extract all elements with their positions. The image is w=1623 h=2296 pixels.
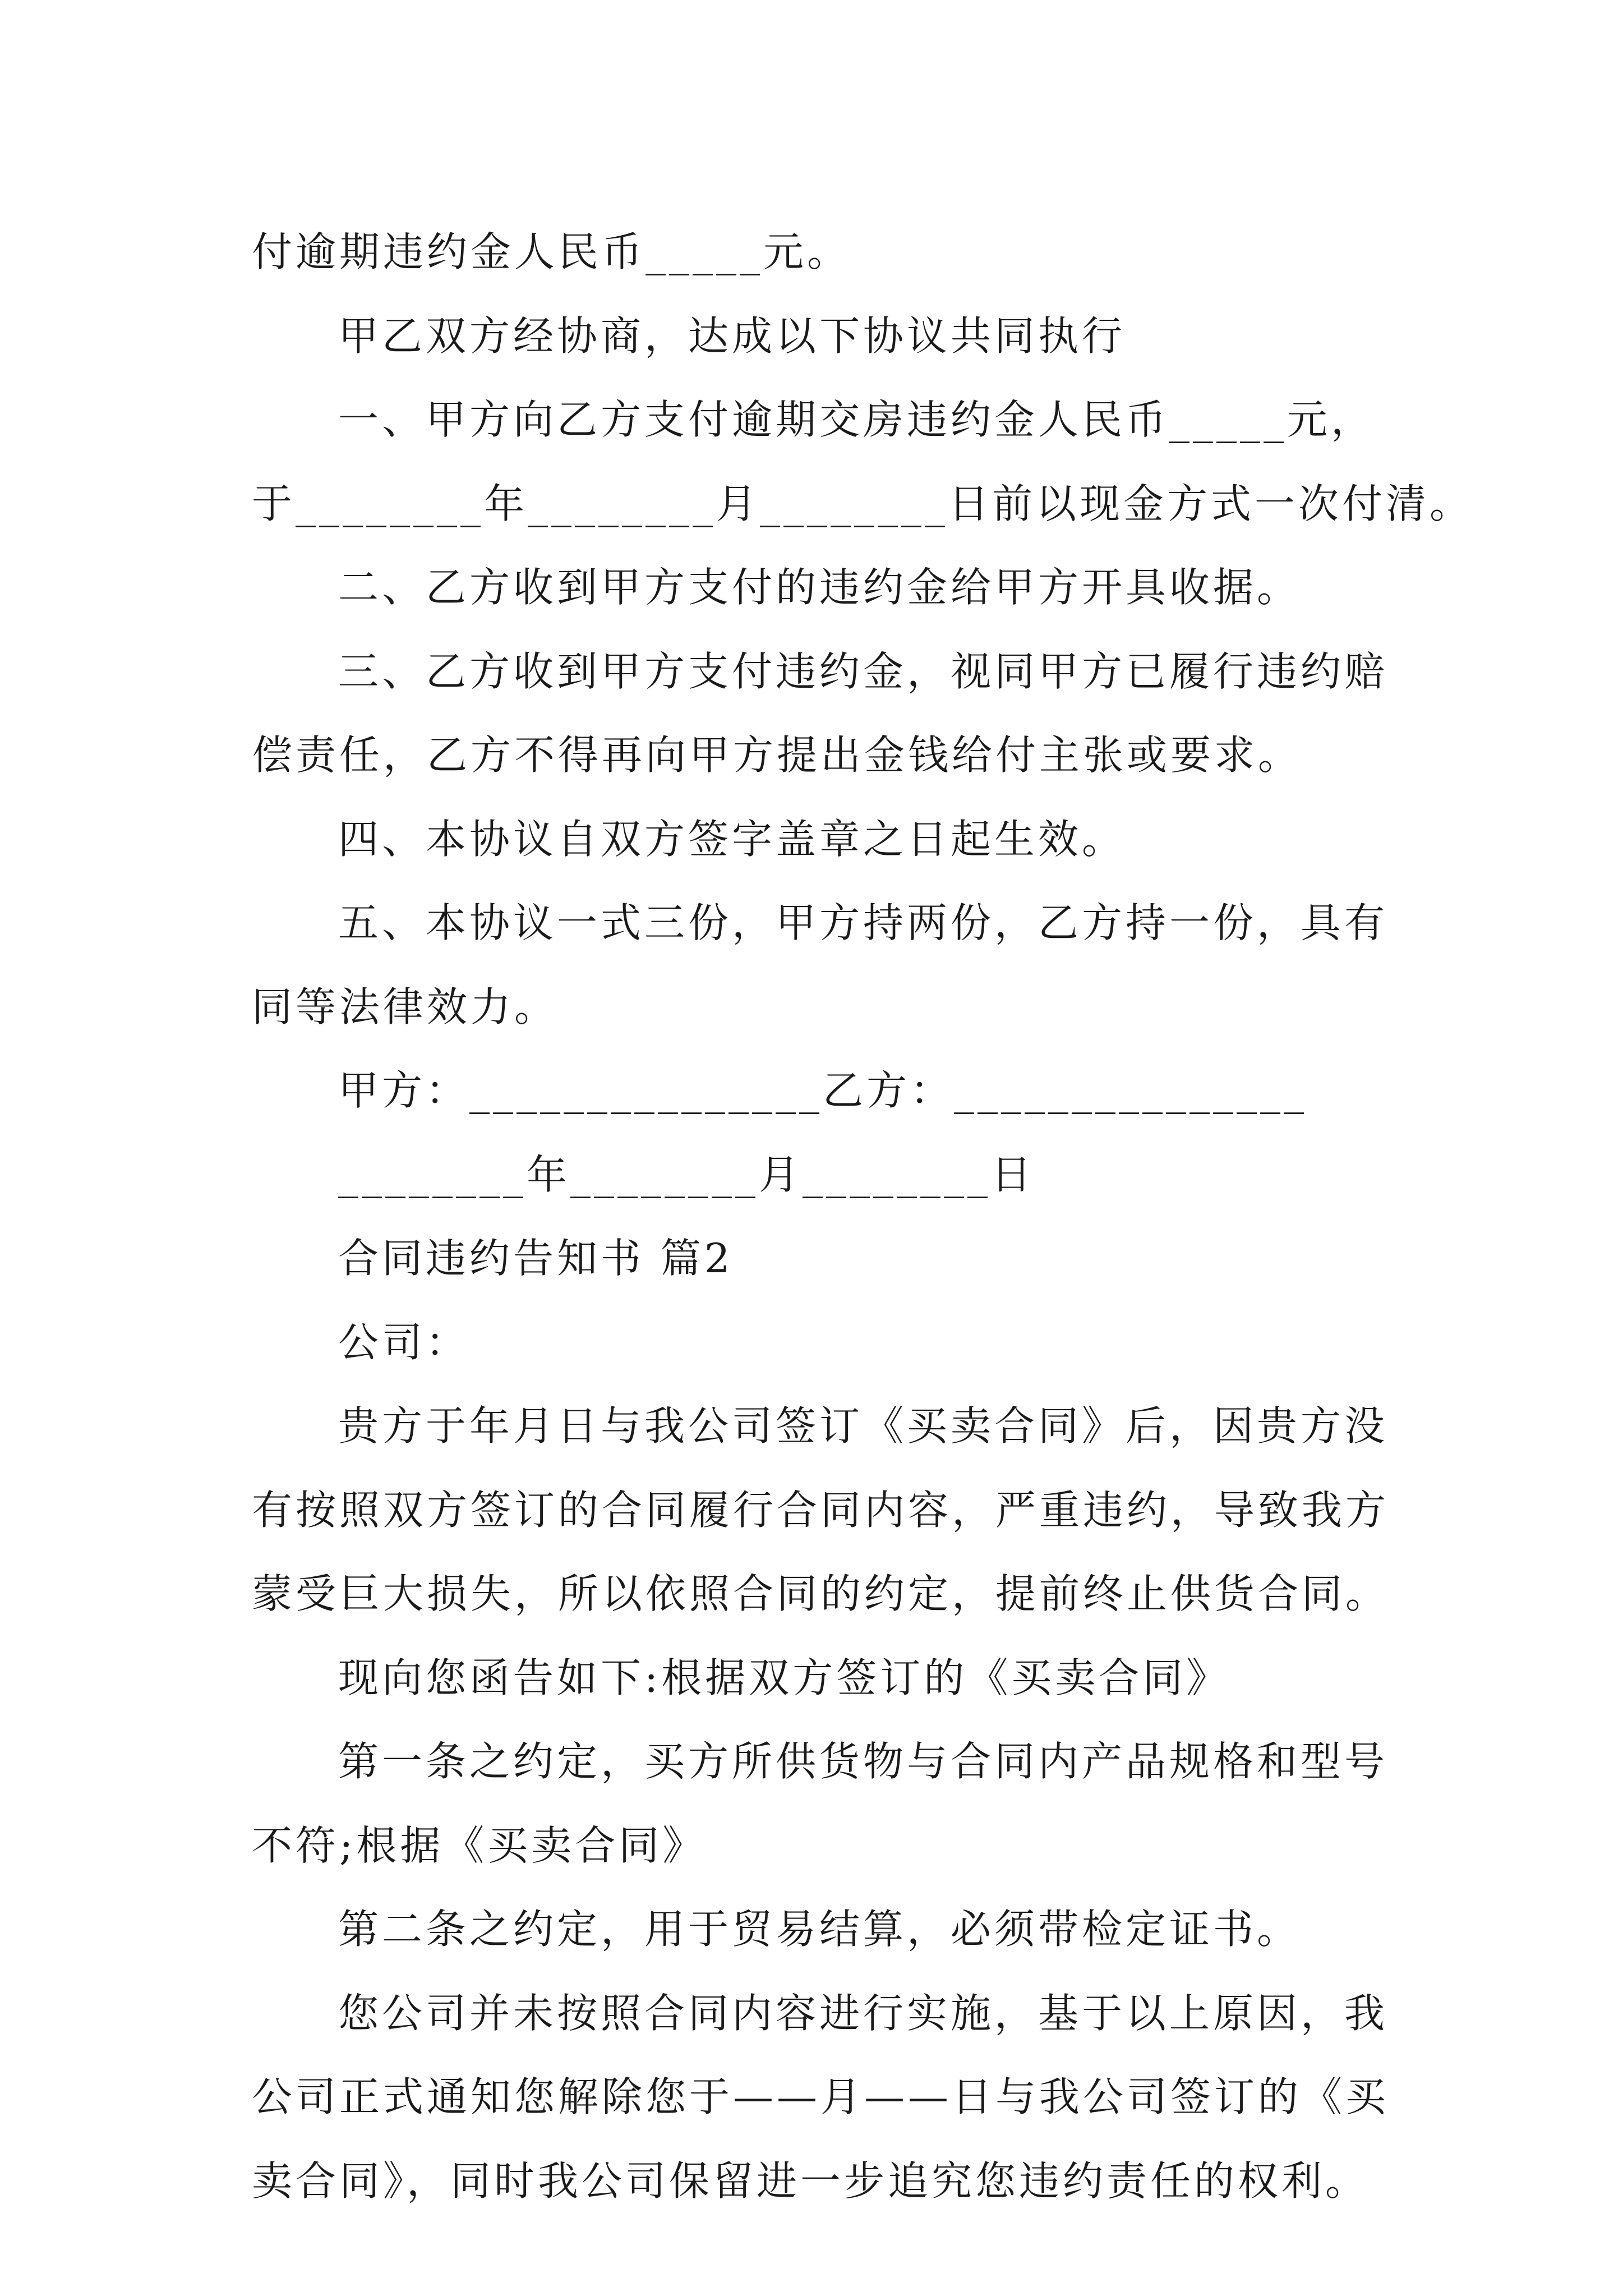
text-line: 甲乙双方经协商，达成以下协议共同执行 [338, 312, 1126, 360]
text-line: 偿责任，乙方不得再向甲方提出金钱给付主张或要求。 [252, 731, 1302, 779]
section-heading: 合同违约告知书 篇2 [338, 1235, 734, 1282]
text-line: 三、乙方收到甲方支付违约金，视同甲方已履行违约赔 [338, 647, 1389, 695]
text-line: 第二条之约定，用于贸易结算，必须带检定证书。 [338, 1906, 1301, 1953]
text-line: 付逾期违约金人民币_____元。 [252, 228, 851, 275]
text-line: 有按照双方签订的合同履行合同内容，严重违约，导致我方 [252, 1486, 1390, 1534]
text-line: 第一条之约定，买方所供货物与合同内产品规格和型号 [338, 1738, 1389, 1785]
text-line: 您公司并未按照合同内容进行实施，基于以上原因，我 [338, 1989, 1389, 2037]
text-line: 同等法律效力。 [252, 983, 559, 1030]
text-line: 一、甲方向乙方支付逾期交房违约金人民币_____元， [338, 396, 1375, 443]
text-line: 公司正式通知您解除您于——月——日与我公司签订的《买 [252, 2073, 1390, 2120]
text-line: 于________年________月________日前以现金方式一次付清。 [252, 480, 1474, 527]
salutation: 公司： [338, 1318, 470, 1366]
text-line: 现向您函告如下:根据双方签订的《买卖合同》 [338, 1654, 1230, 1701]
text-line: 二、乙方收到甲方支付的违约金给甲方开具收据。 [338, 564, 1301, 611]
text-line: 五、本协议一式三份，甲方持两份，乙方持一份，具有 [338, 899, 1389, 946]
signature-line: 甲方：_______________乙方：_______________ [338, 1067, 1308, 1114]
text-line: 蒙受巨大损失，所以依照合同的约定，提前终止供货合同。 [252, 1570, 1390, 1617]
text-line: 不符;根据《买卖合同》 [252, 1821, 707, 1869]
date-line: ________年________月________日 [338, 1151, 1035, 1198]
document-page [252, 210, 1474, 2223]
text-line: 卖合同》，同时我公司保留进一步追究您违约责任的权利。 [252, 2157, 1370, 2205]
text-line: 四、本协议自双方签字盖章之日起生效。 [338, 815, 1126, 863]
text-line: 贵方于年月日与我公司签订《买卖合同》后，因贵方没 [338, 1402, 1389, 1450]
